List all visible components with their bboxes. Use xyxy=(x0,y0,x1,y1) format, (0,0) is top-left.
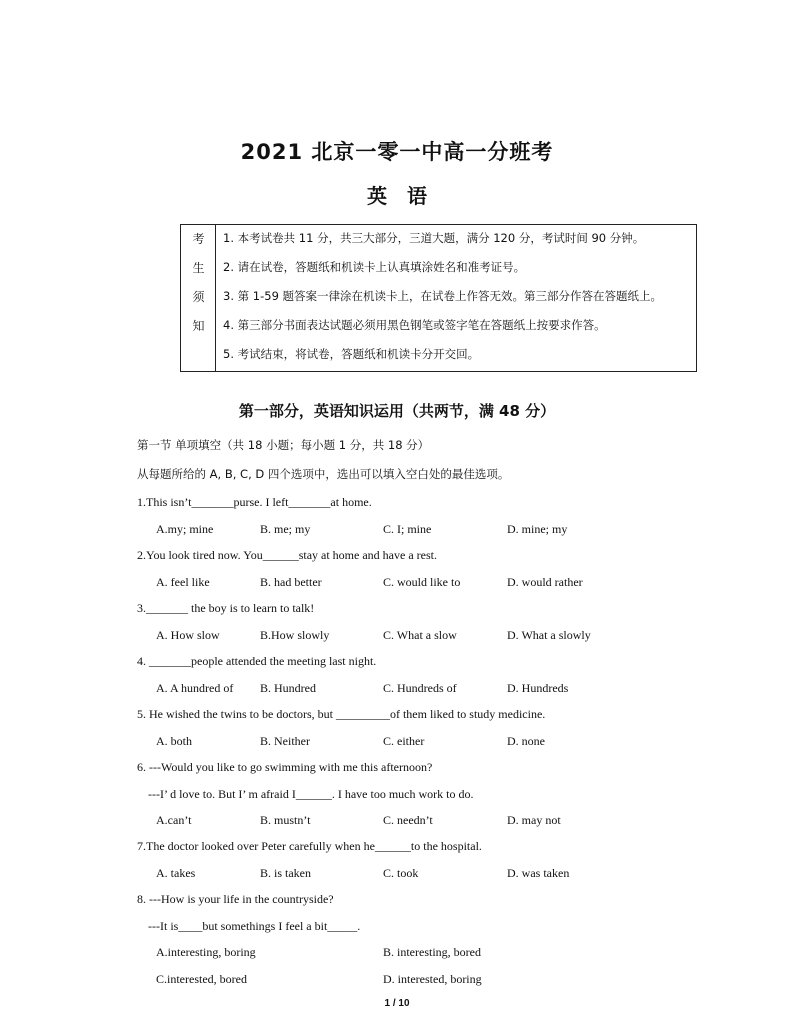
option-b: B. Hundred xyxy=(260,681,316,695)
option-c: C. What a slow xyxy=(383,628,457,642)
notice-box xyxy=(180,224,697,372)
option-a: A. How slow xyxy=(156,628,220,642)
section-heading: 第一节 单项填空（共 18 小题；每小题 1 分，共 18 分） xyxy=(137,438,430,452)
option-a: A.can’t xyxy=(156,813,192,827)
question-stem: 5. He wished the twins to be doctors, but _________of them liked to study medicine. xyxy=(137,707,546,721)
option-b: B. mustn’t xyxy=(260,813,311,827)
option-a: A. A hundred of xyxy=(156,681,234,695)
instruction: 从每题所给的 A, B, C, D 四个选项中，选出可以填入空白处的最佳选项。 xyxy=(137,467,510,481)
option-c: C.interested, bored xyxy=(156,972,247,986)
question-stem: 3._______ the boy is to learn to talk! xyxy=(137,601,315,615)
question-stem: 6. ---Would you like to go swimming with me this afternoon? xyxy=(137,760,433,774)
part-heading: 第一部分，英语知识运用（共两节，满 48 分） xyxy=(238,402,556,420)
question-stem: 4. _______people attended the meeting last night. xyxy=(137,654,377,668)
option-d: D. Hundreds xyxy=(507,681,569,695)
question-stem: 1.This isn’t_______purse. I left_______at home. xyxy=(137,495,372,509)
subject-title: 英 语 xyxy=(367,184,427,208)
notice-side-char: 知 xyxy=(192,319,205,333)
question-stem-continued: ---It is____but somethings I feel a bit_____. xyxy=(148,919,361,933)
notice-side-column xyxy=(181,225,216,371)
option-b: B. is taken xyxy=(260,866,311,880)
notice-item: 1. 本考试卷共 11 分，共三大部分，三道大题，满分 120 分，考试时间 90 分钟。 xyxy=(223,231,645,245)
question-stem-continued: ---I’ d love to. But I’ m afraid I______. I have too much work to do. xyxy=(148,787,474,801)
option-b: B. interesting, bored xyxy=(383,945,481,959)
option-a: A.interesting, boring xyxy=(156,945,256,959)
notice-item: 4. 第三部分书面表达试题必须用黑色钢笔或签字笔在答题纸上按要求作答。 xyxy=(223,318,606,332)
option-c: C. I; mine xyxy=(383,522,432,536)
option-d: D. was taken xyxy=(507,866,570,880)
option-a: A. both xyxy=(156,734,192,748)
option-b: B.How slowly xyxy=(260,628,330,642)
option-d: D. mine; my xyxy=(507,522,568,536)
notice-item: 3. 第 1-59 题答案一律涂在机读卡上，在试卷上作答无效。第三部分作答在答题纸上。 xyxy=(223,289,663,303)
option-c: C. either xyxy=(383,734,425,748)
page-number: 1 / 10 xyxy=(384,998,410,1009)
option-b: B. me; my xyxy=(260,522,311,536)
option-d: D. may not xyxy=(507,813,561,827)
page-title: 2021 北京一零一中高一分班考 xyxy=(240,140,554,164)
option-a: A. takes xyxy=(156,866,196,880)
option-c: C. took xyxy=(383,866,419,880)
option-b: B. Neither xyxy=(260,734,310,748)
notice-item: 5. 考试结束，将试卷，答题纸和机读卡分开交回。 xyxy=(223,347,480,361)
option-c: C. would like to xyxy=(383,575,461,589)
option-c: C. needn’t xyxy=(383,813,433,827)
option-d: D. none xyxy=(507,734,545,748)
question-stem: 8. ---How is your life in the countryside? xyxy=(137,892,334,906)
notice-side-char: 考 xyxy=(192,232,205,246)
option-b: B. had better xyxy=(260,575,322,589)
option-d: D. What a slowly xyxy=(507,628,591,642)
notice-item: 2. 请在试卷，答题纸和机读卡上认真填涂姓名和准考证号。 xyxy=(223,260,526,274)
notice-side-char: 生 xyxy=(192,261,205,275)
question-stem: 7.The doctor looked over Peter carefully when he______to the hospital. xyxy=(137,839,482,853)
option-a: A. feel like xyxy=(156,575,210,589)
option-d: D. interested, boring xyxy=(383,972,482,986)
question-stem: 2.You look tired now. You______stay at home and have a rest. xyxy=(137,548,437,562)
option-d: D. would rather xyxy=(507,575,583,589)
option-a: A.my; mine xyxy=(156,522,214,536)
notice-side-char: 须 xyxy=(192,290,205,304)
option-c: C. Hundreds of xyxy=(383,681,457,695)
